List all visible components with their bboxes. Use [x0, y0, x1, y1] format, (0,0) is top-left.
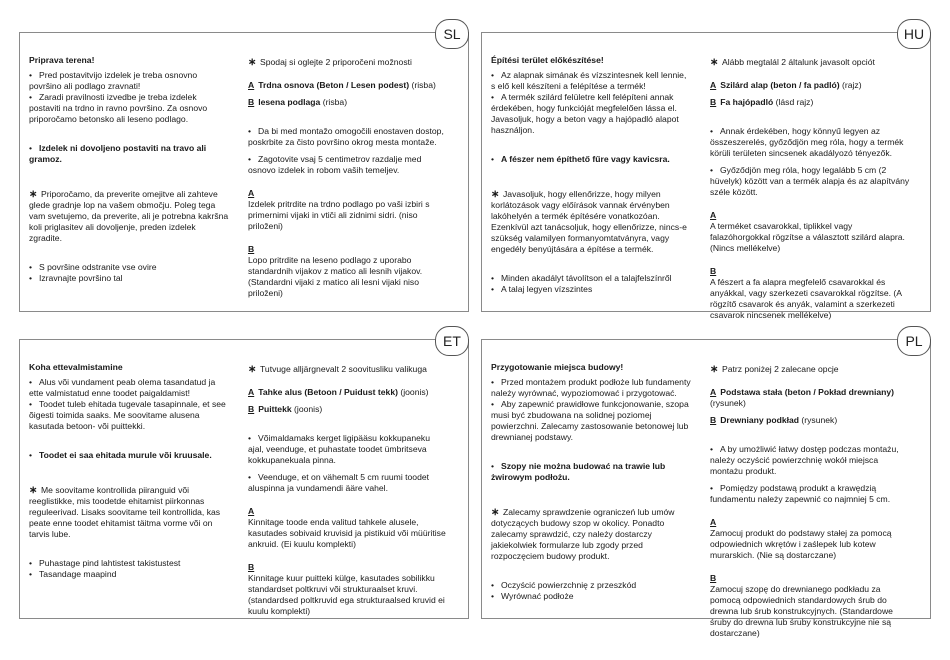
- bullet-text: Alus või vundament peab olema tasandatud ja ette valmistatud enne toodet paigaldamist!: [29, 377, 216, 398]
- bullet-text: Da bi med montažo omogočili enostaven dostop, poskrbite za čisto površino okrog mesta montaže.: [248, 126, 444, 147]
- bullet-item: [491, 399, 691, 443]
- option-letter: A: [248, 387, 255, 397]
- note-text: Priporočamo, da preverite omejitve ali zahteve glede gradnje lop na vašem območju. Poleg tega vam svetujemo, da preverite, ali je potrebna kakršna koli priglasitev ali dovoljenje, preden izdelek zgradite.: [29, 189, 229, 243]
- section-title: Przygotowanie miejsca budowy!: [491, 362, 624, 372]
- option-b: [710, 415, 910, 426]
- bullet-icon: •: [29, 143, 33, 153]
- option-ref: (lásd rajz): [775, 97, 814, 107]
- bullet-item: [29, 92, 229, 125]
- spacer: [491, 483, 691, 507]
- bullet-icon: •: [29, 273, 33, 283]
- options-intro: [710, 57, 910, 68]
- bullet-item: [29, 399, 229, 432]
- spacer: [29, 125, 229, 143]
- left-column: [491, 55, 691, 295]
- asterisk-icon: ∗: [710, 57, 719, 68]
- option-letter: A: [248, 80, 255, 90]
- bullet-text: Toodet tuleb ehitada tugevale tasapinnale, et see õigesti toimida saaks. Me soovitame alusena kasutada betoon- või puittekki.: [29, 399, 226, 431]
- asterisk-icon: ∗: [491, 507, 500, 518]
- note-text: Javasoljuk, hogy ellenőrizze, hogy milyen korlátozások vagy előírások vannak érvényben lakóhelyén a termék építésére vonatkozóan. Ezenkívül azt tanácsoljuk, hogy ellenőrizze, nincs-e szükség valamilyen formanyomtatványra, vagy engedély benyújtására a építése a termék.: [491, 189, 687, 254]
- spacer: [491, 562, 691, 580]
- left-column: [491, 362, 691, 602]
- fixing-b-heading: B: [248, 244, 255, 254]
- bullet-text: Veenduge, et on vähemalt 5 cm ruumi toodet aluspinna ja vundamendi ääre vahel.: [248, 472, 430, 493]
- option-a: [248, 387, 448, 398]
- option-b: [710, 97, 910, 108]
- bullet-text: A talaj legyen vízszintes: [501, 284, 593, 294]
- bullet-text: Puhastage pind lahtistest takistustest: [39, 558, 181, 568]
- option-letter: B: [248, 404, 255, 414]
- spacer: [248, 375, 448, 387]
- asterisk-icon: ∗: [29, 189, 38, 200]
- right-column: [710, 57, 910, 321]
- language-tag: SL: [435, 19, 469, 49]
- bullet-item: [29, 273, 229, 284]
- fixing-b-heading: B: [710, 573, 717, 583]
- fixing-a-heading: A: [248, 188, 255, 198]
- spacer: [248, 68, 448, 80]
- spacer: [248, 232, 448, 244]
- fixing-a-heading: A: [710, 517, 717, 527]
- warning-text: Szopy nie można budować na trawie lub żwirowym podłożu.: [491, 461, 666, 482]
- option-name: Puittekk: [258, 404, 292, 414]
- option-name: lesena podlaga: [258, 97, 321, 107]
- bullet-icon: •: [29, 558, 33, 568]
- spacer: [491, 136, 691, 154]
- option-letter: A: [710, 387, 717, 397]
- asterisk-icon: ∗: [248, 364, 257, 375]
- bullet-icon: •: [29, 70, 33, 80]
- bullet-icon: •: [491, 591, 495, 601]
- bullet-item: [491, 70, 691, 92]
- bullet-icon: •: [29, 262, 33, 272]
- fixing-a-heading: A: [710, 210, 717, 220]
- fixing-a-text: A terméket csavarokkal, tiplikkel vagy falazóhorgokkal rögzítse a választott szilárd alapra. (Nincs mellékelve): [710, 221, 905, 253]
- spacer: [29, 244, 229, 262]
- spacer: [710, 561, 910, 573]
- fixing-b-text: Kinnitage kuur puitteki külge, kasutades sobilikku standardset poltkruvi või strukturaalset kruvi. (standardsed poltkruvid ega strukturaalsed kruvid ei kuulu komplekti): [248, 573, 445, 616]
- bullet-icon: •: [248, 472, 252, 482]
- left-column: [29, 55, 229, 284]
- bullet-icon: •: [29, 450, 33, 460]
- option-b: [248, 404, 448, 415]
- option-name: Szilárd alap (beton / fa padló): [720, 80, 840, 90]
- bullet-icon: •: [710, 126, 714, 136]
- warning-text: Toodet ei saa ehitada murule või kruusale.: [39, 450, 212, 460]
- asterisk-icon: ∗: [29, 485, 38, 496]
- bullet-text: Przed montażem produkt podłoże lub fundamenty należy wyrównać, wypoziomować i przygotować.: [491, 377, 691, 398]
- fixing-b-heading: B: [248, 562, 255, 572]
- bullet-item: [248, 126, 448, 148]
- option-b: [248, 97, 448, 108]
- bullet-text: A termék szilárd felületre kell felépíteni annak érdekében, hogy funkcióját megfelelően lássa el. Javasoljuk, hogy a beton vagy a hajópadló alapot használjon.: [491, 92, 679, 135]
- right-column: [710, 364, 910, 639]
- spacer: [248, 550, 448, 562]
- bullet-item: [29, 262, 229, 273]
- asterisk-icon: ∗: [491, 189, 500, 200]
- warning-text: A fészer nem építhető fűre vagy kavicsra.: [501, 154, 670, 164]
- option-ref: (rysunek): [710, 398, 746, 408]
- bullet-text: Annak érdekében, hogy könnyű legyen az összeszerelés, győződjön meg róla, hogy a termék körüli területen sincsenek akadályozó tényezők.: [710, 126, 904, 158]
- bullet-item: [710, 483, 910, 505]
- fixing-b-heading: B: [710, 266, 717, 276]
- option-ref: (joonis): [294, 404, 323, 414]
- panel-sl: [19, 26, 469, 312]
- spacer: [491, 443, 691, 461]
- warning-item: [491, 154, 691, 165]
- star-note: [491, 189, 691, 255]
- bullet-item: [710, 165, 910, 198]
- bullet-item: [29, 377, 229, 399]
- option-name: Drewniany podkład: [720, 415, 800, 425]
- bullet-text: Tasandage maapind: [39, 569, 117, 579]
- option-a: [710, 387, 910, 409]
- fixing-a-heading: A: [248, 506, 255, 516]
- spacer: [248, 108, 448, 126]
- bullet-text: Az alapnak simának és vízszintesnek kell lennie, s elő kell készíteni a felépítése a termék!: [491, 70, 687, 91]
- bullet-icon: •: [248, 126, 252, 136]
- bullet-icon: •: [710, 165, 714, 175]
- bullet-item: [248, 154, 448, 176]
- note-text: Me soovitame kontrollida piiranguid või reeglistikke, mis toodetde ehitamist piirkonnas reguleerivad. Lisaks soovitame teil kontrollida, kas peate enne toodet ehitamist täitma vorme või on tarvis lube.: [29, 485, 221, 539]
- fixing-b-text: Lopo pritrdite na leseno podlago z uporabo standardnih vijakov z matico ali lesnih vijakov. (Standardni vijaki z matico ali lesni vijaki niso priloženi): [248, 255, 423, 298]
- bullet-item: [29, 569, 229, 580]
- warning-item: [29, 450, 229, 461]
- star-note: [491, 507, 691, 562]
- bullet-item: [710, 126, 910, 159]
- bullet-text: Pomiędzy podstawą produkt a krawędzią fundamentu należy zapewnić co najmniej 5 cm.: [710, 483, 891, 504]
- option-ref: (rajz): [841, 80, 862, 90]
- spacer: [710, 108, 910, 126]
- warning-item: [491, 461, 691, 483]
- option-ref: (rysunek): [801, 415, 838, 425]
- option-a: [248, 80, 448, 91]
- panel-pl: [481, 333, 931, 638]
- option-a: [710, 80, 910, 91]
- bullet-icon: •: [491, 461, 495, 471]
- asterisk-icon: ∗: [248, 57, 257, 68]
- fixing-b-text: Zamocuj szopę do drewnianego podkładu za pomocą odpowiednich standardowych śrub do drewna lub śrub konstrukcyjnych. (Standardowe śruby do drewna lub śruby konstrukcyjne nie są dostarczane): [710, 584, 893, 638]
- bullet-item: [491, 273, 691, 284]
- spacer: [710, 375, 910, 387]
- option-letter: B: [248, 97, 255, 107]
- bullet-icon: •: [710, 444, 714, 454]
- option-ref: (joonis): [400, 387, 429, 397]
- section-title: Koha ettevalmistamine: [29, 362, 123, 372]
- spacer: [248, 415, 448, 433]
- bullet-text: S površine odstranite vse ovire: [39, 262, 157, 272]
- bullet-icon: •: [491, 273, 495, 283]
- bullet-icon: •: [491, 580, 495, 590]
- options-intro: [248, 57, 448, 68]
- bullet-icon: •: [29, 399, 33, 409]
- language-tag: HU: [897, 19, 931, 49]
- intro-text: Spodaj si oglejte 2 priporočeni možnosti: [260, 57, 412, 67]
- right-column: [248, 57, 448, 299]
- bullet-item: [248, 433, 448, 466]
- spacer: [29, 165, 229, 189]
- bullet-text: Wyrównać podłoże: [501, 591, 574, 601]
- option-name: Podstawa stała (beton / Pokład drewniany): [720, 387, 895, 397]
- language-tag: ET: [435, 326, 469, 356]
- fixing-a-text: Izdelek pritrdite na trdno podlago po vaši izbiri s primernimi vijaki in vtiči ali zidnimi sidri. (niso priloženi): [248, 199, 430, 231]
- bullet-item: [491, 92, 691, 136]
- bullet-icon: •: [491, 154, 495, 164]
- warning-item: [29, 143, 229, 165]
- spacer: [710, 254, 910, 266]
- option-letter: B: [710, 415, 717, 425]
- fixing-a-text: Kinnitage toode enda valitud tahkele alusele, kasutades sobivaid kruvisid ja pistikuid või müüritise ankruid. (Ei kuulu komplekti): [248, 517, 446, 549]
- bullet-icon: •: [491, 70, 495, 80]
- bullet-icon: •: [29, 377, 33, 387]
- bullet-item: [491, 377, 691, 399]
- bullet-item: [491, 580, 691, 591]
- bullet-text: Aby zapewnić prawidłowe funkcjonowanie, szopa musi być zbudowana na solidnej poziomej powierzchni. Zalecamy zastosowanie betonowej lub drewnianej podstawy.: [491, 399, 689, 442]
- bullet-item: [491, 591, 691, 602]
- options-intro: [710, 364, 910, 375]
- bullet-text: Izravnajte površino tal: [39, 273, 123, 283]
- bullet-item: [710, 444, 910, 477]
- bullet-text: A by umożliwić łatwy dostęp podczas montażu, należy oczyścić powierzchnię wokół miejsca montażu produkt.: [710, 444, 899, 476]
- warning-text: Izdelek ni dovoljeno postaviti na travo ali gramoz.: [29, 143, 207, 164]
- bullet-text: Võimaldamaks kerget ligipääsu kokkupaneku ajal, veenduge, et puhastate toodet ümbritseva kokkupanekuala pinna.: [248, 433, 430, 465]
- star-note: [29, 485, 229, 540]
- bullet-icon: •: [710, 483, 714, 493]
- bullet-icon: •: [248, 154, 252, 164]
- right-column: [248, 364, 448, 617]
- star-note: [29, 189, 229, 244]
- option-name: Trdna osnova (Beton / Lesen podest): [258, 80, 410, 90]
- bullet-item: [29, 70, 229, 92]
- bullet-icon: •: [248, 433, 252, 443]
- intro-text: Alább megtalál 2 általunk javasolt opciót: [722, 57, 875, 67]
- panel-hu: [481, 26, 931, 320]
- option-name: Tahke alus (Betoon / Puidust tekk): [258, 387, 398, 397]
- bullet-item: [248, 472, 448, 494]
- spacer: [491, 255, 691, 273]
- bullet-text: Zagotovite vsaj 5 centimetrov razdalje med osnovo izdelek in robom vaših temeljev.: [248, 154, 422, 175]
- option-ref: (risba): [411, 80, 436, 90]
- option-ref: (risba): [322, 97, 348, 107]
- spacer: [491, 165, 691, 189]
- spacer: [29, 540, 229, 558]
- bullet-text: Oczyścić powierzchnię z przeszkód: [501, 580, 637, 590]
- panel-et: [19, 333, 469, 619]
- bullet-icon: •: [491, 399, 495, 409]
- spacer: [29, 461, 229, 485]
- bullet-icon: •: [491, 377, 495, 387]
- bullet-text: Pred postavitvijo izdelek je treba osnovno površino ali podlago zravnati!: [29, 70, 198, 91]
- bullet-text: Győződjön meg róla, hogy legalább 5 cm (2 hüvelyk) között van a termék alapja és az alapítvány széle között.: [710, 165, 910, 197]
- left-column: [29, 362, 229, 580]
- bullet-icon: •: [29, 569, 33, 579]
- bullet-icon: •: [491, 284, 495, 294]
- spacer: [710, 68, 910, 80]
- intro-text: Tutvuge alljärgnevalt 2 soovitusliku valikuga: [260, 364, 427, 374]
- intro-text: Patrz poniżej 2 zalecane opcje: [722, 364, 839, 374]
- note-text: Zalecamy sprawdzenie ograniczeń lub umów dotyczących budowy szop w okolicy. Ponadto zalecamy sprawdzić, czy należy dostarczy jakiekolwiek formularze lub zgody przed rozpoczęciem budowy produkt.: [491, 507, 675, 561]
- bullet-item: [29, 558, 229, 569]
- option-letter: B: [710, 97, 717, 107]
- section-title: Priprava terena!: [29, 55, 95, 65]
- bullet-icon: •: [491, 92, 495, 102]
- bullet-text: Zaradi pravilnosti izvedbe je treba izdelek postaviti na trdno in ravno površino. Za osnovo priporočamo betonsko ali leseno podlago.: [29, 92, 208, 124]
- options-intro: [248, 364, 448, 375]
- bullet-item: [491, 284, 691, 295]
- language-tag: PL: [897, 326, 931, 356]
- option-name: Fa hajópadló: [720, 97, 774, 107]
- bullet-icon: •: [29, 92, 33, 102]
- fixing-b-text: A fészert a fa alapra megfelelő csavarokkal és anyákkal, vagy szerkezeti csavarokkal rögzítse. (A rögzítő csavarok és anyák, valamint a szerkezeti csavarok nincsenek mellékelve): [710, 277, 902, 320]
- section-title: Építési terület előkészítése!: [491, 55, 604, 65]
- asterisk-icon: ∗: [710, 364, 719, 375]
- spacer: [29, 432, 229, 450]
- bullet-text: Minden akadályt távolítson el a talajfelszínről: [501, 273, 672, 283]
- option-letter: A: [710, 80, 717, 90]
- fixing-a-text: Zamocuj produkt do podstawy stałej za pomocą odpowiednich wkrętów i zaślepek lub kotew murarskich. (Nie są dostarczane): [710, 528, 892, 560]
- spacer: [710, 426, 910, 444]
